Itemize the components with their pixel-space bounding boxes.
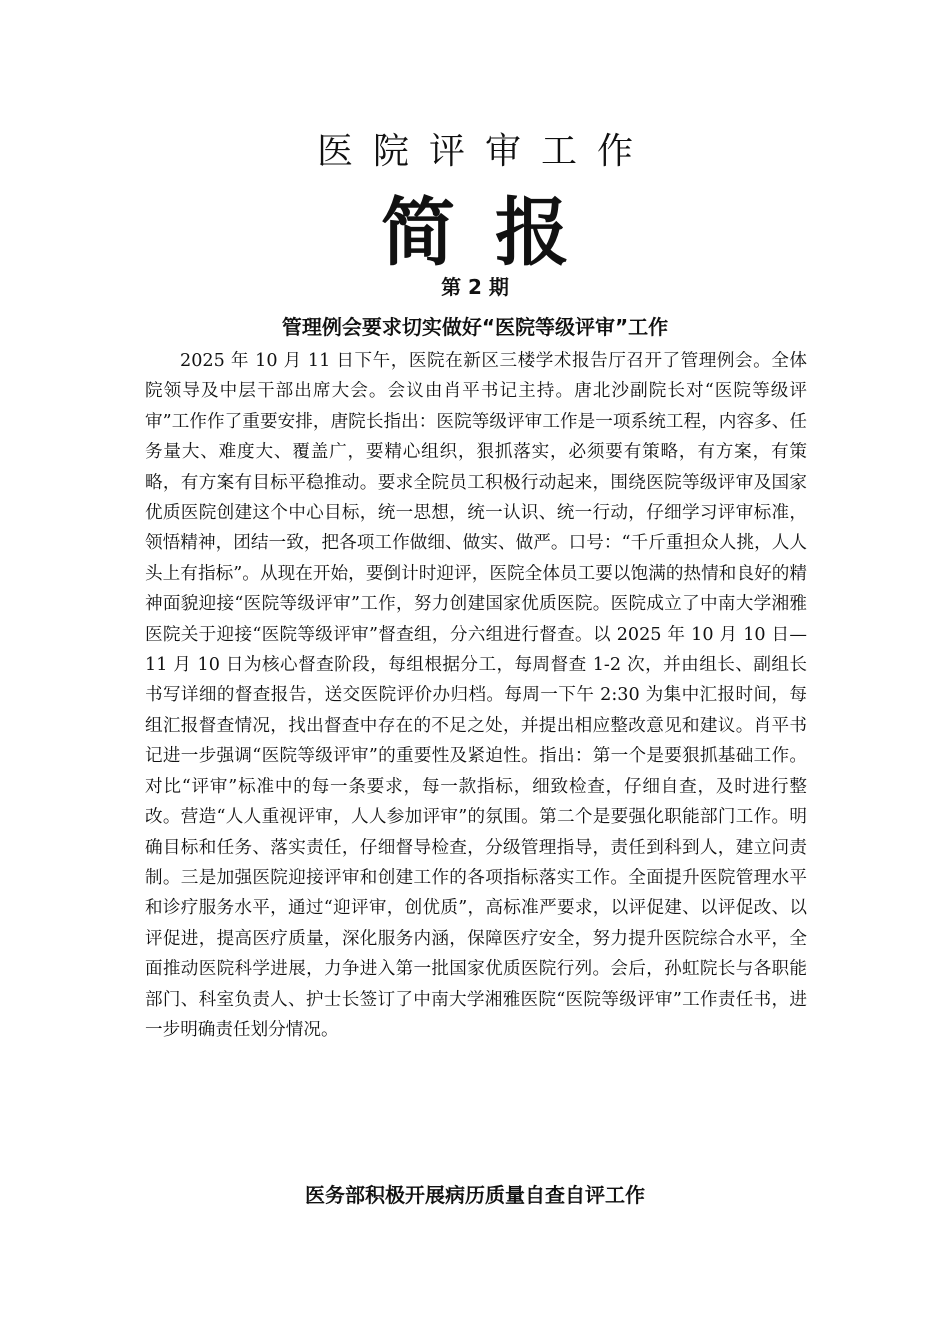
article-title-2: 医务部积极开展病历质量自查自评工作 bbox=[305, 1183, 645, 1207]
masthead-subtitle: 医院评审工作 bbox=[316, 131, 653, 172]
article-body-1: 2025 年 10 月 11 日下午，医院在新区三楼学术报告厅召开了管理例会。全体院领导及中层干部出席大会。会议由肖平书记主持。唐北沙副院长对“医院等级评审”工作作了重要安排，唐院长指出：医院等级评审工作是一项系统工程，内容多、任务量大、难度大、覆盖广，要精心组织，狠抓落实，必须要有策略，有方案，有策略，有方案有目标平稳推动。要求全院员工积极行动起来，围绕医院等级评审及国家优质医院创建这个中心目标，统一思想，统一认识、统一行动，仔细学习评审标准，领悟精神，团结一致，把各项工作做细、做实、做严。口号：“千斤重担众人挑，人人头上有指标”。从现在开始，要倒计时迎评，医院全体员工要以饱满的热情和良好的精神面貌迎接“医院等级评审”工作，努力创建国家优质医院。医院成立了中南大学湘雅医院关于迎接“医院等级评审”督查组，分六组进行督查。以 2025 年 10 月 10 日—11 月 10 日为核心督查阶段，每组根据分工，每周督查 1-2 次，并由组长、副组长书写详细的督查报告，送交医院评价办归档。每周一下午 2:30 为集中汇报时间，每组汇报督查情况，找出督查中存在的不足之处，并提出相应整改意见和建议。肖平书记进一步强调“医院等级评审”的重要性及紧迫性。指出：第一个是要狠抓基础工作。对比“评审”标准中的每一条要求，每一款指标，细致检查，仔细自查，及时进行整改。营造“人人重视评审，人人参加评审”的氛围。第二个是要强化职能部门工作。明确目标和任务、落实责任，仔细督导检查，分级管理指导，责任到科到人，建立问责制。三是加强医院迎接评审和创建工作的各项指标落实工作。全面提升医院管理水平和诊疗服务水平，通过“迎评审，创优质”，高标准严要求，以评促建、以评促改、以评促进，提高医疗质量，深化服务内涵，保障医疗安全，努力提升医院综合水平，全面推动医院科学进展，力争进入第一批国家优质医院行列。会后，孙虹院长与各职能部门、科室负责人、护士长签订了中南大学湘雅医院“医院等级评审”工作责任书，进一步明确责任划分情况。 bbox=[145, 351, 807, 1040]
issue-number: 第 2 期 bbox=[441, 275, 509, 299]
article-title-1: 管理例会要求切实做好“医院等级评审”工作 bbox=[281, 315, 669, 339]
masthead-title: 简报 bbox=[381, 190, 609, 276]
